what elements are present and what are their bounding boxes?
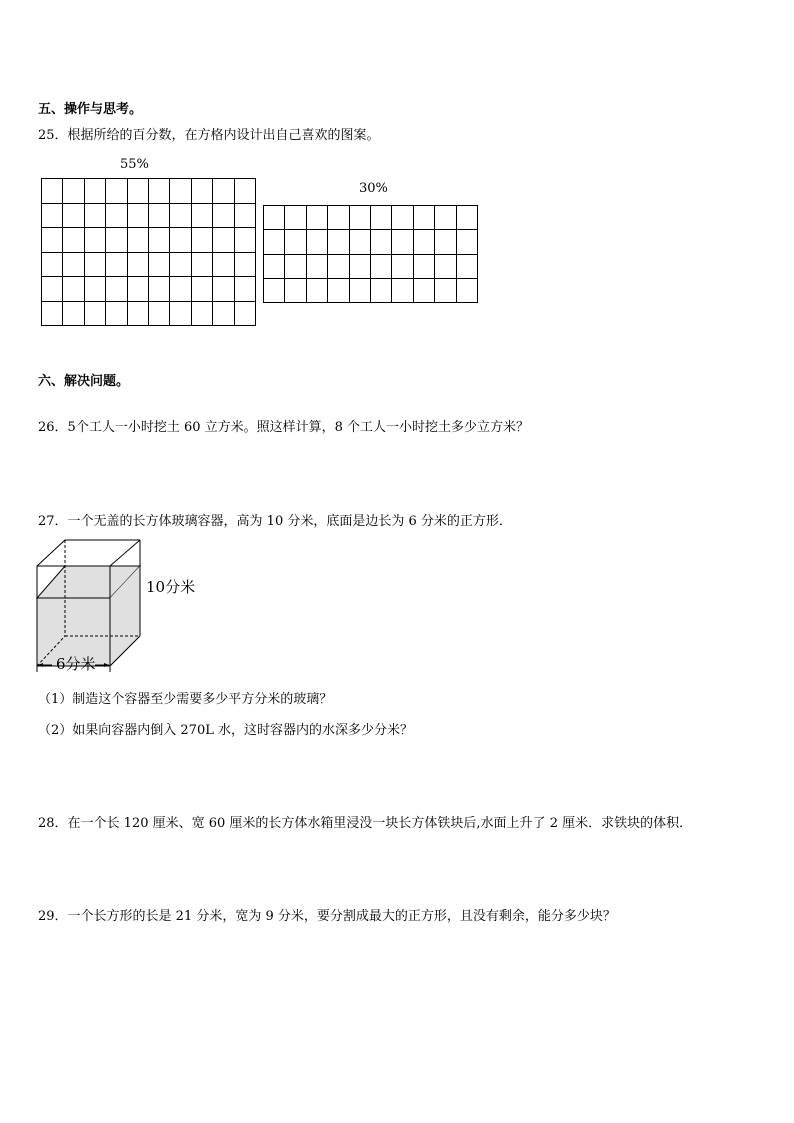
question-27-sub-2: （2）如果向容器内倒入 270L 水，这时容器内的水深多少分米？ (38, 723, 413, 738)
grid-cell[interactable] (435, 230, 456, 254)
question-25: 25．根据所给的百分数，在方格内设计出自己喜欢的图案。 (38, 128, 380, 143)
grid-cell[interactable] (392, 279, 413, 303)
grid-cell[interactable] (128, 179, 149, 204)
grid-cell[interactable] (192, 179, 213, 204)
grid-cell[interactable] (285, 255, 306, 279)
grid-cell[interactable] (106, 277, 127, 302)
grid-1-label: 55% (120, 157, 149, 172)
grid-cell[interactable] (192, 253, 213, 278)
grid-cell[interactable] (264, 255, 285, 279)
grid-cell[interactable] (457, 279, 478, 303)
grid-cell[interactable] (235, 179, 256, 204)
grid-cell[interactable] (371, 279, 392, 303)
grid-cell[interactable] (106, 179, 127, 204)
grid-cell[interactable] (392, 255, 413, 279)
grid-cell[interactable] (42, 228, 63, 253)
grid-cell[interactable] (457, 206, 478, 230)
grid-cell[interactable] (42, 204, 63, 229)
section-6-heading: 六、解决问题。 (38, 374, 130, 389)
grid-cell[interactable] (192, 228, 213, 253)
grid-cell[interactable] (435, 206, 456, 230)
height-label: 10分米 (146, 578, 196, 596)
grid-cell[interactable] (213, 253, 234, 278)
grid-cell[interactable] (264, 230, 285, 254)
grid-cell[interactable] (414, 230, 435, 254)
grid-cell[interactable] (85, 204, 106, 229)
grid-cell[interactable] (63, 253, 84, 278)
grid-cell[interactable] (435, 279, 456, 303)
grid-cell[interactable] (307, 230, 328, 254)
grid-cell[interactable] (264, 206, 285, 230)
grid-cell[interactable] (170, 179, 191, 204)
grid-cell[interactable] (63, 204, 84, 229)
grid-cell[interactable] (235, 228, 256, 253)
grid-cell[interactable] (213, 204, 234, 229)
grid-cell[interactable] (106, 253, 127, 278)
grid-cell[interactable] (106, 204, 127, 229)
grid-cell[interactable] (63, 302, 84, 327)
grid-cell[interactable] (170, 228, 191, 253)
grid-cell[interactable] (307, 279, 328, 303)
grid-cell[interactable] (149, 179, 170, 204)
grid-cell[interactable] (149, 228, 170, 253)
grid-cell[interactable] (42, 277, 63, 302)
grid-cell[interactable] (85, 302, 106, 327)
grid-cell[interactable] (106, 302, 127, 327)
grid-cell[interactable] (85, 228, 106, 253)
grid-cell[interactable] (149, 204, 170, 229)
grid-cell[interactable] (170, 204, 191, 229)
grid-cell[interactable] (192, 204, 213, 229)
grid-cell[interactable] (192, 277, 213, 302)
grid-cell[interactable] (392, 206, 413, 230)
grid-cell[interactable] (213, 277, 234, 302)
grid-2-label: 30% (359, 181, 388, 196)
grid-cell[interactable] (414, 206, 435, 230)
grid-cell[interactable] (235, 302, 256, 327)
grid-cell[interactable] (307, 255, 328, 279)
grid-cell[interactable] (307, 206, 328, 230)
grid-cell[interactable] (285, 279, 306, 303)
grid-cell[interactable] (213, 179, 234, 204)
grid-cell[interactable] (128, 228, 149, 253)
grid-cell[interactable] (85, 277, 106, 302)
question-29: 29．一个长方形的长是 21 分米，宽为 9 分米，要分割成最大的正方形，且没有剩余，能分多少块？ (38, 909, 616, 924)
grid-cell[interactable] (328, 279, 349, 303)
question-26: 26．5个工人一小时挖土 60 立方米。照这样计算，8 个工人一小时挖土多少立方米？ (38, 420, 530, 435)
grid-cell[interactable] (128, 204, 149, 229)
question-27: 27．一个无盖的长方体玻璃容器，高为 10 分米，底面是边长为 6 分米的正方形． (38, 514, 512, 529)
grid-cell[interactable] (350, 279, 371, 303)
percent-grid-30[interactable] (263, 205, 478, 303)
grid-cell[interactable] (42, 253, 63, 278)
grid-cell[interactable] (457, 255, 478, 279)
grid-cell[interactable] (128, 253, 149, 278)
grid-cell[interactable] (414, 279, 435, 303)
grid-cell[interactable] (170, 253, 191, 278)
grid-cell[interactable] (350, 255, 371, 279)
grid-cell[interactable] (392, 230, 413, 254)
grid-cell[interactable] (235, 204, 256, 229)
grid-cell[interactable] (328, 206, 349, 230)
grid-cell[interactable] (264, 279, 285, 303)
grid-cell[interactable] (213, 228, 234, 253)
cuboid-container-figure (30, 536, 210, 672)
grid-cell[interactable] (235, 253, 256, 278)
grid-cell[interactable] (128, 277, 149, 302)
grid-cell[interactable] (85, 253, 106, 278)
width-label: 6分米 (56, 655, 96, 672)
grid-cell[interactable] (285, 206, 306, 230)
grid-cell[interactable] (128, 302, 149, 327)
grid-cell[interactable] (149, 253, 170, 278)
grid-cell[interactable] (170, 277, 191, 302)
percent-grid-55[interactable] (41, 178, 256, 326)
grid-cell[interactable] (63, 228, 84, 253)
grid-cell[interactable] (328, 255, 349, 279)
grid-cell[interactable] (371, 230, 392, 254)
question-27-sub-1: （1）制造这个容器至少需要多少平方分米的玻璃？ (38, 692, 333, 707)
grid-cell[interactable] (63, 179, 84, 204)
grid-cell[interactable] (42, 179, 63, 204)
grid-cell[interactable] (235, 277, 256, 302)
grid-cell[interactable] (371, 255, 392, 279)
grid-cell[interactable] (435, 255, 456, 279)
grid-cell[interactable] (170, 302, 191, 327)
grid-cell[interactable] (350, 230, 371, 254)
grid-cell[interactable] (63, 277, 84, 302)
grid-cell[interactable] (85, 179, 106, 204)
grid-cell[interactable] (414, 255, 435, 279)
grid-cell[interactable] (149, 277, 170, 302)
grid-cell[interactable] (213, 302, 234, 327)
grid-cell[interactable] (350, 206, 371, 230)
grid-cell[interactable] (42, 302, 63, 327)
grid-cell[interactable] (106, 228, 127, 253)
section-5-heading: 五、操作与思考。 (38, 102, 143, 117)
grid-cell[interactable] (457, 230, 478, 254)
grid-cell[interactable] (149, 302, 170, 327)
grid-cell[interactable] (192, 302, 213, 327)
grid-cell[interactable] (285, 230, 306, 254)
grid-cell[interactable] (328, 230, 349, 254)
grid-cell[interactable] (371, 206, 392, 230)
question-28: 28．在一个长 120 厘米、宽 60 厘米的长方体水箱里浸没一块长方体铁块后,水面上升了 2 厘米．求铁块的体积． (38, 816, 693, 831)
